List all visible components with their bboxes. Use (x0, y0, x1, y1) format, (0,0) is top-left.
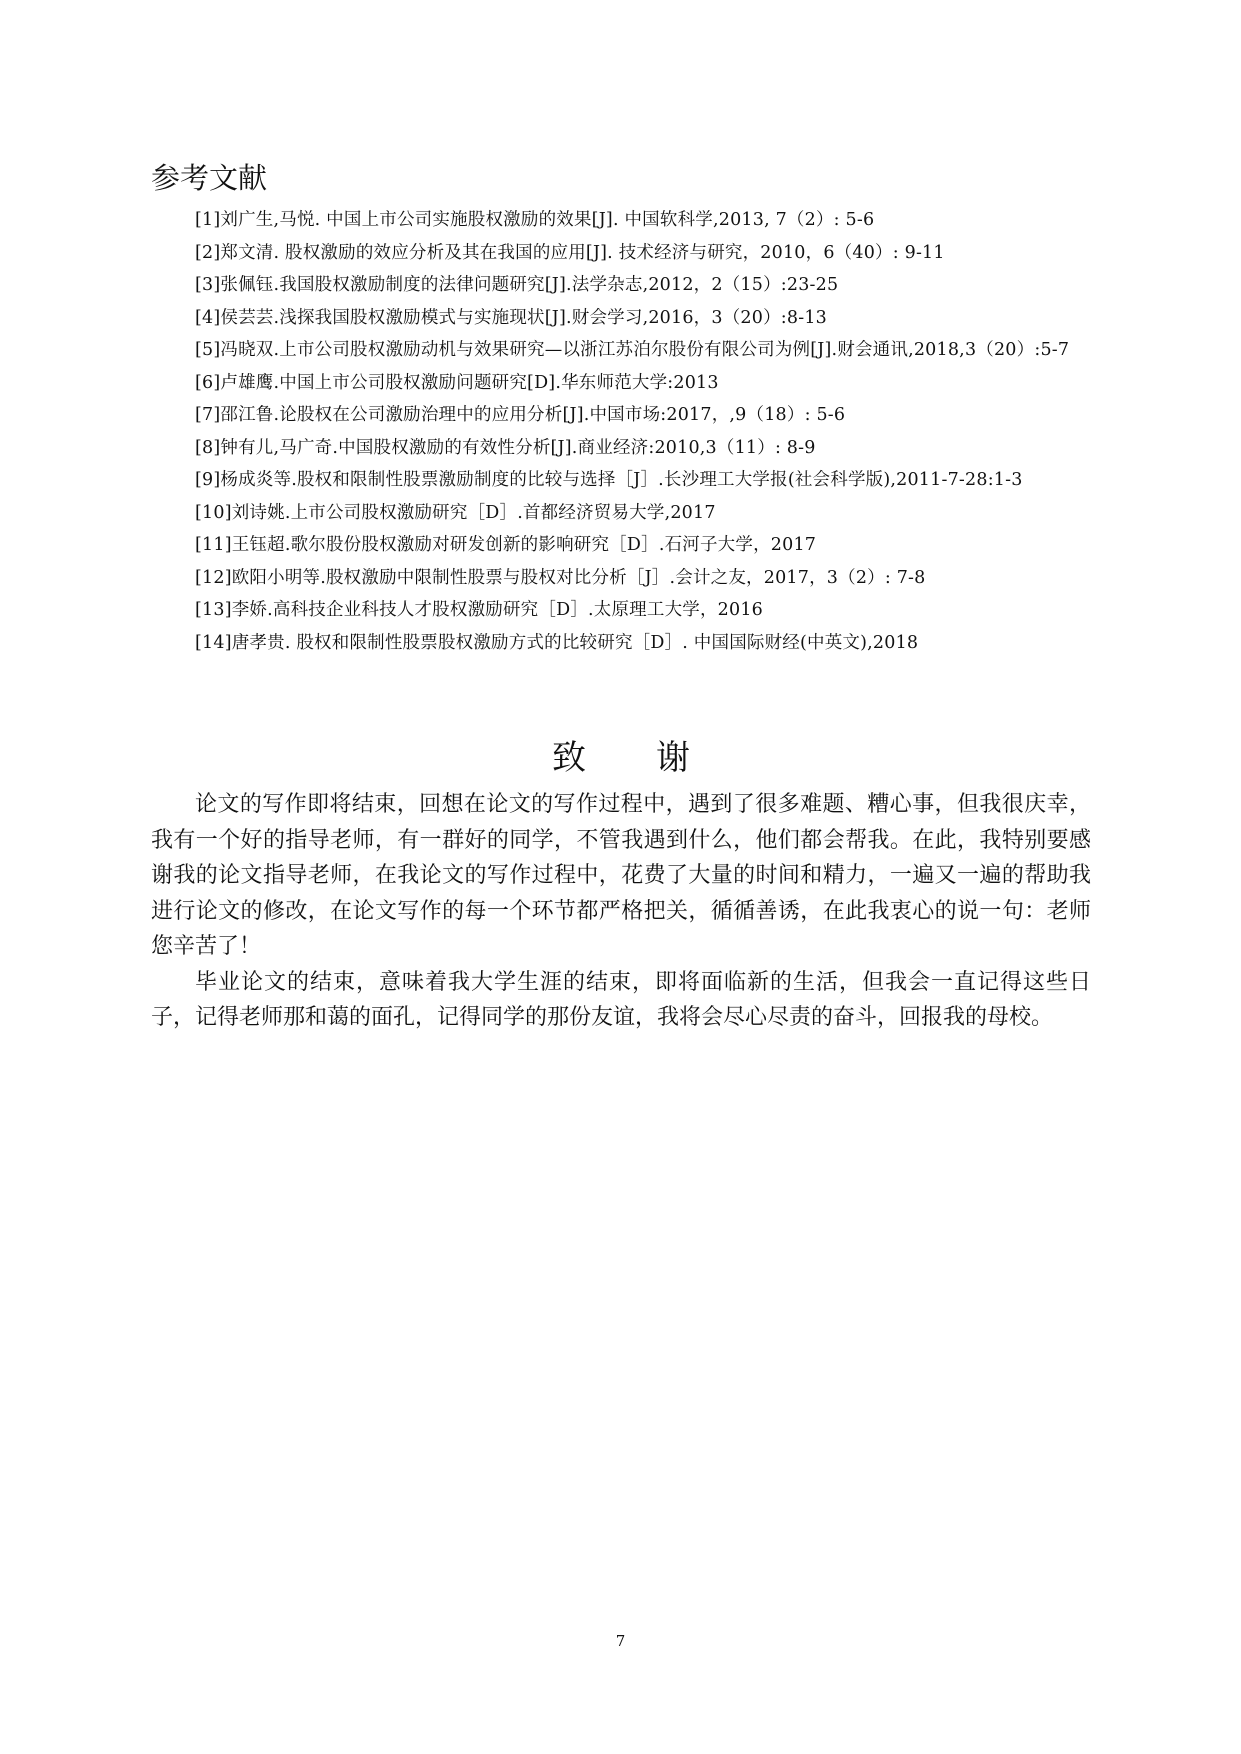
acknowledgements-heading: 致谢 (552, 738, 760, 778)
acknowledgements-paragraph: 论文的写作即将结束，回想在论文的写作过程中，遇到了很多难题、糟心事，但我很庆幸，我有一个好的指导老师，有一群好的同学，不管我遇到什么，他们都会帮我。在此，我特别要感谢我的论文指导老师，在我论文的写作过程中，花费了大量的时间和精力，一遍又一遍的帮助我进行论文的修改，在论文写作的每一个环节都严格把关，循循善诱，在此我衷心的说一句：老师您辛苦了！ (151, 792, 1091, 959)
references-heading: 参考文献 (151, 161, 268, 195)
reference-item: [11]王钰超.歌尔股份股权激励对研发创新的影响研究［D］.石河子大学，2017 (195, 535, 817, 555)
reference-list (151, 204, 1091, 659)
reference-item: [14]唐孝贵. 股权和限制性股票股权激励方式的比较研究［D］. 中国国际财经(中英文),2018 (195, 632, 919, 653)
reference-item: [7]邵江鲁.论股权在公司激励治理中的应用分析[J].中国市场:2017，,9（18）: 5-6 (195, 405, 846, 425)
reference-item: [2]郑文清. 股权激励的效应分析及其在我国的应用[J]. 技术经济与研究，2010，6（40）: 9-11 (195, 242, 945, 263)
reference-item: [3]张佩钰.我国股权激励制度的法律问题研究[J].法学杂志,2012，2（15）:23-25 (195, 275, 839, 295)
reference-item: [8]钟有儿,马广奇.中国股权激励的有效性分析[J].商业经济:2010,3（11）: 8-9 (195, 437, 816, 458)
reference-item: [10]刘诗姚.上市公司股权激励研究［D］.首都经济贸易大学,2017 (195, 502, 716, 523)
page-number: 7 (615, 1632, 626, 1650)
acknowledgements-paragraph: 毕业论文的结束，意味着我大学生涯的结束，即将面临新的生活，但我会一直记得这些日子，记得老师那和蔼的面孔，记得同学的那份友谊，我将会尽心尽责的奋斗，回报我的母校。 (151, 969, 1091, 1030)
reference-item: [12]欧阳小明等.股权激励中限制性股票与股权对比分析［J］.会计之友，2017，3（2）: 7-8 (195, 567, 926, 588)
reference-item: [4]侯芸芸.浅探我国股权激励模式与实施现状[J].财会学习,2016，3（20）:8-13 (195, 307, 827, 328)
reference-item: [9]杨成炎等.股权和限制性股票激励制度的比较与选择［J］.长沙理工大学报(社会科学版),2011-7-28:1-3 (195, 470, 1023, 490)
reference-item: [1]刘广生,马悦. 中国上市公司实施股权激励的效果[J]. 中国软科学,2013, 7（2）: 5-6 (195, 210, 875, 230)
page-content (151, 158, 1091, 1036)
reference-item: [5]冯晓双.上市公司股权激励动机与效果研究—以浙江苏泊尔股份有限公司为例[J].财会通讯,2018,3（20）:5-7 (195, 340, 1070, 360)
reference-item: [6]卢雄鹰.中国上市公司股权激励问题研究[D].华东师范大学:2013 (195, 372, 719, 393)
reference-item: [13]李娇.高科技企业科技人才股权激励研究［D］.太原理工大学，2016 (195, 600, 764, 620)
